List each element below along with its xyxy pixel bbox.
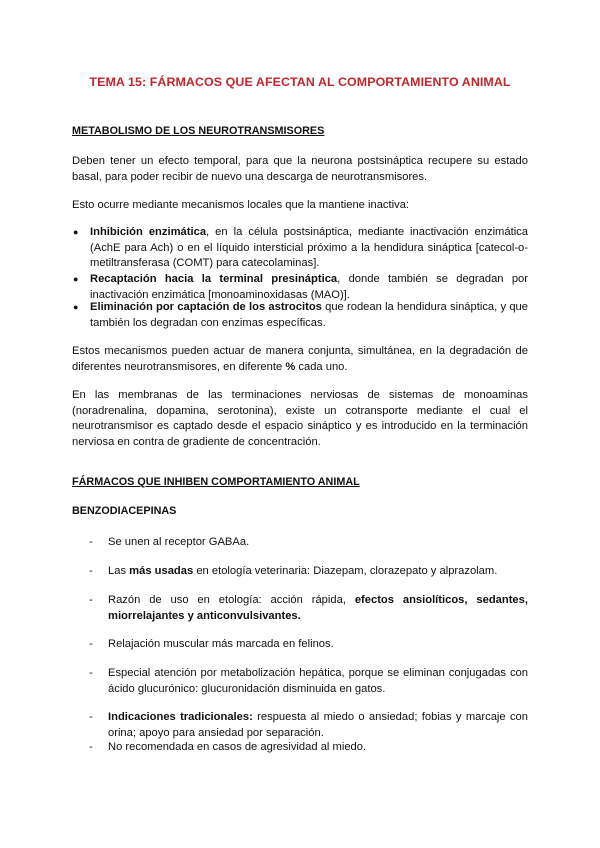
dash-icon: - bbox=[89, 667, 93, 679]
paragraph-text: Estos mecanismos pueden actuar de manera conjunta, simultánea, en la degradación de diferentes neurotransmisores, en diferente bbox=[72, 345, 528, 373]
dash-item-agresividad bbox=[89, 740, 528, 756]
paragraph-text: cada uno. bbox=[295, 360, 348, 373]
paragraph-mecanismos: Esto ocurre mediante mecanismos locales que la mantiene inactiva: bbox=[72, 199, 410, 211]
subheading-benzodiacepinas: BENZODIACEPINAS bbox=[72, 505, 177, 517]
dash-item-razon-uso bbox=[89, 593, 528, 624]
bullet-bold-label: Inhibición enzimática bbox=[90, 226, 207, 238]
paragraph-cotransporte: En las membranas de las terminaciones nerviosas de sistemas de monoaminas (noradrenalina, dopamina, serotonina), existe un cotransporte mediante el cual el neurotransmisor es captado desde el espacio sináptico y es introducido en la terminación nerviosa en contra de gradiente de concentración. bbox=[72, 389, 528, 448]
bullet-text: , en la célula postsináptica, mediante inactivación enzimática (AchE para Ach) o en el líquido intersticial próximo a la hendidura sináptica [catecol-o-metiltransferasa (COMT) para catecolaminas]. bbox=[90, 226, 528, 270]
dash-item-bold: efectos ansiolíticos, sedantes, miorrelajantes y anticonvulsivantes. bbox=[108, 594, 528, 622]
dash-item-text: en etología veterinaria: Diazepam, clorazepato y alprazolam. bbox=[193, 565, 498, 577]
bullet-icon: ● bbox=[73, 227, 79, 237]
section-heading-metabolismo: METABOLISMO DE LOS NEUROTRANSMISORES bbox=[72, 125, 325, 137]
bullet-item-eliminacion bbox=[73, 300, 528, 331]
dash-icon: - bbox=[89, 594, 93, 606]
dash-icon: - bbox=[89, 638, 93, 650]
bullet-text: , donde también se degradan por inactivación enzimática [monoaminoxidasas (MAO)]. bbox=[90, 273, 529, 301]
percent-symbol: % bbox=[285, 360, 296, 373]
dash-icon: - bbox=[89, 565, 93, 577]
dash-item-text: Relajación muscular más marcada en felinos. bbox=[108, 638, 334, 650]
section-heading-farmacos: FÁRMACOS QUE INHIBEN COMPORTAMIENTO ANIMAL bbox=[72, 476, 360, 488]
dash-icon: - bbox=[89, 536, 93, 548]
dash-item-relajacion bbox=[89, 637, 528, 653]
bullet-icon: ● bbox=[73, 302, 79, 312]
bullet-bold-label: Recaptación hacia la terminal presináptica bbox=[90, 273, 338, 285]
dash-icon: - bbox=[89, 711, 93, 723]
dash-item-mas-usadas bbox=[89, 564, 528, 580]
bullet-bold-label: Eliminación por captación de los astrocitos bbox=[90, 301, 322, 313]
dash-item-receptor bbox=[89, 535, 528, 551]
bullet-item-recaptacion bbox=[73, 272, 529, 303]
dash-item-text: respuesta al miedo o ansiedad; fobias y marcaje con orina; apoyo para ansiedad por separación. bbox=[108, 711, 528, 739]
dash-item-indicaciones bbox=[89, 710, 528, 741]
dash-item-bold: más usadas bbox=[129, 565, 194, 577]
dash-item-text: Se unen al receptor GABAa. bbox=[108, 536, 250, 548]
dash-item-bold: Indicaciones tradicionales: bbox=[108, 711, 253, 723]
dash-item-text: No recomendada en casos de agresividad al miedo. bbox=[108, 741, 367, 753]
bullet-item-inhibicion bbox=[73, 225, 528, 272]
paragraph-mecanismos-conjuntos bbox=[72, 344, 528, 375]
dash-item-text: Las bbox=[108, 565, 130, 577]
dash-icon: - bbox=[89, 741, 93, 753]
bullet-text: que rodean la hendidura sináptica, y que también los degradan con enzimas específicas. bbox=[90, 301, 528, 329]
bullet-icon: ● bbox=[73, 274, 79, 284]
dash-item-text: Especial atención por metabolización hepática, porque se eliminan conjugadas con ácido glucurónico: glucuronidación disminuida en gatos. bbox=[108, 667, 528, 695]
paragraph-efecto-temporal: Deben tener un efecto temporal, para que la neurona postsináptica recupere su estado basal, para poder recibir de nuevo una descarga de neurotransmisores. bbox=[72, 155, 528, 183]
dash-item-text: Razón de uso en etología: acción rápida, bbox=[108, 594, 355, 606]
document-title: TEMA 15: FÁRMACOS QUE AFECTAN AL COMPORTAMIENTO ANIMAL bbox=[89, 75, 511, 89]
dash-item-metabolizacion bbox=[89, 666, 528, 697]
